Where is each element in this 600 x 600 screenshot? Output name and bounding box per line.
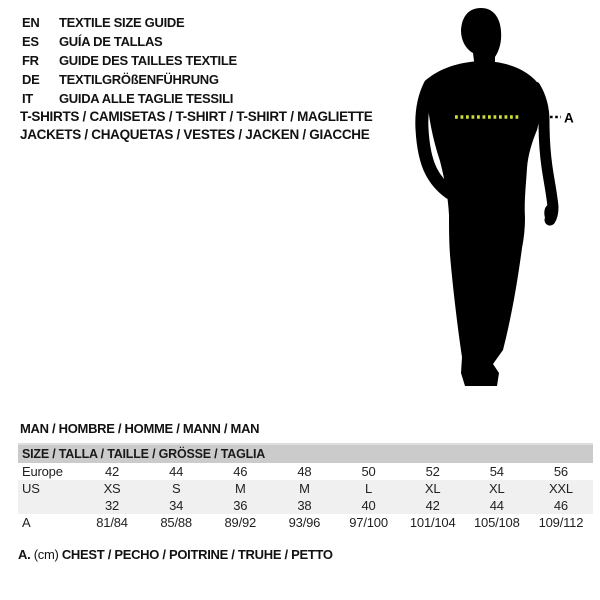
table-cell: 85/88 (160, 515, 192, 530)
table-cell: 93/96 (288, 515, 321, 530)
table-cell: 48 (297, 464, 312, 479)
language-code: IT (22, 91, 33, 106)
row-label: Europe (22, 464, 63, 479)
language-title: GUIDE DES TAILLES TEXTILE (59, 53, 237, 68)
language-row-it (22, 89, 237, 108)
silhouette-body (425, 61, 540, 386)
table-cell: 40 (361, 498, 376, 513)
table-cell: XS (103, 481, 121, 496)
language-row-en (22, 13, 237, 32)
footnote-text: CHEST / PECHO / POITRINE / TRUHE / PETTO (61, 547, 333, 562)
table-row-europe (18, 463, 593, 480)
language-list (22, 13, 237, 108)
measurement-footnote (18, 547, 333, 562)
table-cell: XL (424, 481, 441, 496)
row-label: US (22, 481, 40, 496)
table-cell: XXL (548, 481, 573, 496)
language-code: FR (22, 53, 39, 68)
garment-categories (20, 108, 372, 144)
size-table (18, 443, 593, 531)
table-cell: 38 (297, 498, 312, 513)
table-cell: M (234, 481, 246, 496)
language-code: EN (22, 15, 40, 30)
language-row-fr (22, 51, 237, 70)
category-line-jackets: JACKETS / CHAQUETAS / VESTES / JACKEN / GIACCHE (20, 127, 370, 142)
language-code: DE (22, 72, 40, 87)
language-row-es (22, 32, 237, 51)
row-label: A (22, 515, 31, 530)
table-cell: 89/92 (224, 515, 257, 530)
section-title-man: MAN / HOMBRE / HOMME / MANN / MAN (20, 421, 260, 436)
table-cell: S (171, 481, 181, 496)
table-cell: 42 (425, 498, 440, 513)
table-cell: 54 (489, 464, 504, 479)
table-cell: M (299, 481, 310, 496)
footnote-a-label: A. (18, 547, 31, 562)
table-cell: 81/84 (96, 515, 128, 530)
measure-label-a: A (564, 110, 574, 126)
table-cell: 46 (233, 464, 248, 479)
table-cell: 56 (553, 464, 568, 479)
table-cell: 97/100 (349, 515, 388, 530)
silhouette-right-arm (535, 87, 553, 220)
table-cell: 105/108 (474, 515, 520, 530)
language-title: TEXTILE SIZE GUIDE (59, 15, 185, 30)
table-cell: L (365, 481, 373, 496)
man-silhouette (422, 8, 557, 386)
language-title: GUIDA ALLE TAGLIE TESSILI (59, 91, 234, 106)
row-label (18, 497, 80, 514)
language-title: GUÍA DE TALLAS (59, 34, 163, 49)
language-row-de (22, 70, 237, 89)
table-cell: 101/104 (409, 515, 456, 530)
table-cell: 52 (425, 464, 440, 479)
table-row-us-numeric (18, 497, 593, 514)
table-cell: 42 (105, 464, 120, 479)
table-row-chest-a (18, 514, 593, 531)
table-cell: 109/112 (538, 515, 584, 530)
table-row-us (18, 480, 593, 497)
language-title: TEXTILGRÖßENFÜHRUNG (59, 72, 219, 87)
language-code: ES (22, 34, 39, 49)
table-cell: 50 (361, 464, 376, 479)
table-cell: 32 (105, 498, 120, 513)
man-silhouette-figure (398, 5, 578, 395)
footnote-unit: (cm) (33, 547, 59, 562)
table-cell: 36 (233, 498, 248, 513)
table-cell: 44 (489, 498, 504, 513)
table-cell: 46 (553, 498, 568, 513)
category-line-tshirts: T-SHIRTS / CAMISETAS / T-SHIRT / T-SHIRT / MAGLIETTE (20, 109, 373, 124)
table-cell: 44 (169, 464, 184, 479)
table-cell: XL (489, 481, 505, 496)
size-table-header: SIZE / TALLA / TAILLE / GRÖSSE / TAGLIA (18, 443, 593, 463)
table-cell: 34 (169, 498, 184, 513)
